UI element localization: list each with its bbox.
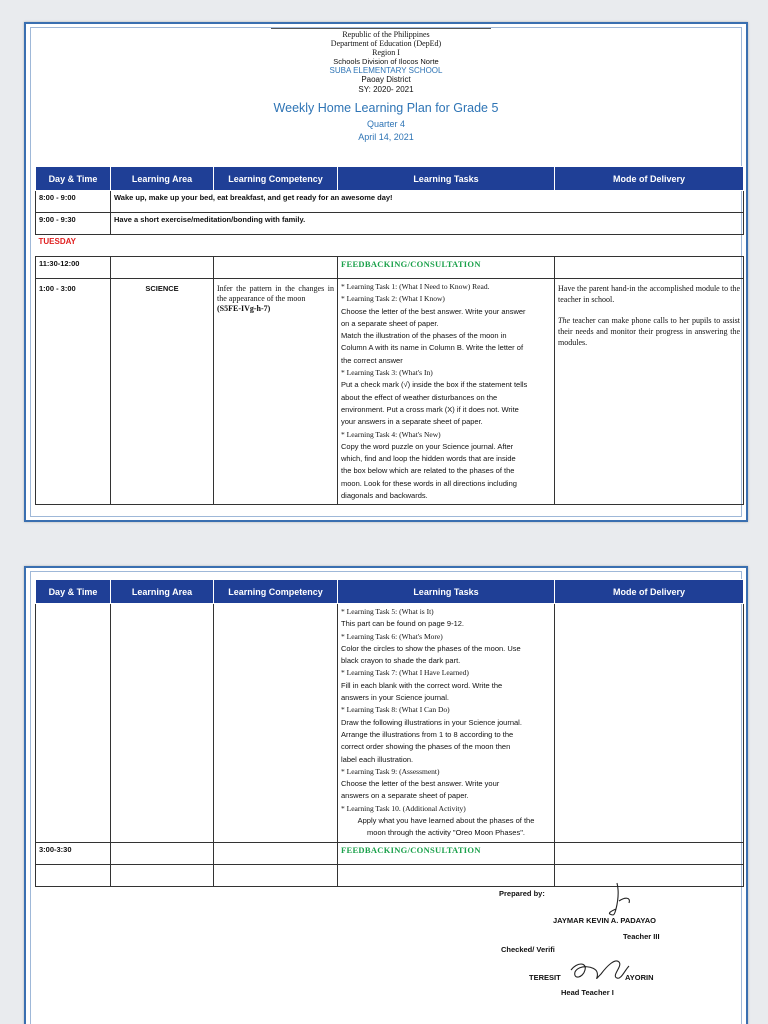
header-school-year: SY: 2020- 2021 — [358, 84, 414, 94]
mode-cell — [555, 257, 744, 279]
checked-name-right: AYORIN — [625, 973, 654, 982]
task-line: Column A with its name in Column B. Write the letter of — [341, 343, 524, 353]
area-cell — [111, 864, 214, 886]
checked-by-label: Checked/ Verifi — [501, 945, 555, 954]
header-division: Schools Division of Ilocos Norte — [333, 56, 439, 66]
prepared-name: JAYMAR KEVIN A. PADAYAO — [553, 916, 656, 925]
competency-text: Infer the pattern in the changes in the appearance of the moon — [217, 284, 334, 303]
competency-cell — [214, 604, 338, 843]
task-cell — [338, 257, 555, 279]
plan-table-1 — [35, 166, 744, 505]
task-line: * Learning Task 7: (What I Have Learned) — [341, 668, 469, 678]
col-header-learning-competency: Learning Competency — [214, 580, 338, 604]
mode-emphasis: The — [558, 316, 570, 325]
task-cell — [338, 842, 555, 864]
task-line: label each illustration. — [341, 754, 414, 764]
page-1 — [24, 22, 748, 522]
task-line: Match the illustration of the phases of the moon in — [341, 331, 507, 341]
task-line: the correct answer — [341, 355, 403, 365]
checked-name-left: TERESIT — [529, 973, 561, 982]
competency-cell — [214, 257, 338, 279]
time-cell: 9:00 - 9:30 — [36, 213, 111, 235]
table-row — [36, 191, 744, 213]
mode-paragraph-2 — [558, 315, 740, 348]
col-header-day-time: Day & Time — [36, 167, 111, 191]
task-line: on a separate sheet of paper. — [341, 318, 439, 328]
task-line: which, find and loop the hidden words that are inside — [341, 454, 516, 464]
task-line: answers in your Science journal. — [341, 693, 449, 703]
col-header-day-time: Day & Time — [36, 580, 111, 604]
time-cell: 3:00-3:30 — [36, 842, 111, 864]
table-row — [36, 213, 744, 235]
header-district: Paoay District — [361, 75, 411, 85]
time-cell — [36, 864, 111, 886]
col-header-mode-of-delivery: Mode of Delivery — [555, 167, 744, 191]
competency-cell — [214, 279, 338, 505]
activity-cell: Have a short exercise/meditation/bonding with family. — [111, 213, 744, 235]
page-border — [30, 27, 742, 517]
task-line: correct order showing the phases of the moon then — [341, 742, 511, 752]
tasks-cell — [338, 604, 555, 843]
table-header-row — [36, 580, 744, 604]
feedback-label: FEEDBACKING/CONSULTATION — [341, 844, 481, 855]
mode-text — [558, 283, 740, 348]
tasks-cell — [338, 279, 555, 505]
col-header-learning-competency: Learning Competency — [214, 167, 338, 191]
task-line: Choose the letter of the best answer. Write your — [341, 779, 500, 789]
task-line: black crayon to shade the dark part. — [341, 656, 461, 666]
area-cell — [111, 842, 214, 864]
task-line: the box below which are related to the phases of the — [341, 466, 515, 476]
task-line: * Learning Task 8: (What I Can Do) — [341, 705, 450, 715]
table-row — [36, 235, 744, 257]
area-cell — [111, 604, 214, 843]
task-line: * Learning Task 3: (What's In) — [341, 368, 433, 378]
page-border — [30, 571, 742, 1024]
feedback-label: FEEDBACKING/CONSULTATION — [341, 259, 481, 269]
header-quarter: Quarter 4 — [366, 119, 406, 130]
table-row — [36, 842, 744, 864]
time-cell: 8:00 - 9:00 — [36, 191, 111, 213]
header-republic: Republic of the Philippines — [342, 30, 430, 39]
col-header-learning-tasks: Learning Tasks — [338, 580, 555, 604]
time-cell — [36, 604, 111, 843]
document-header — [31, 30, 741, 143]
task-line: * Learning Task 5: (What is It) — [341, 607, 434, 616]
mode-paragraph-1: Have the parent hand-in the accomplished module to the teacher in school. — [558, 284, 740, 304]
task-line: Copy the word puzzle on your Science journal. After — [341, 441, 514, 451]
area-cell: SCIENCE — [111, 279, 214, 505]
time-cell: 11:30-12:00 — [36, 257, 111, 279]
task-line: * Learning Task 10. (Additional Activity) — [341, 803, 466, 813]
task-line: moon through the activity "Oreo Moon Phases". — [367, 828, 525, 838]
header-department: Department of Education (DepEd) — [330, 39, 442, 49]
task-line: This part can be found on page 9-12. — [341, 619, 465, 629]
mode-paragraph-2-text: teacher can make phone calls to her pupils to assist their needs and monitor their progress in answering the modules. — [558, 316, 740, 347]
task-line: Draw the following illustrations in your Science journal. — [341, 717, 522, 727]
header-school: SUBA ELEMENTARY SCHOOL — [329, 66, 443, 76]
activity-cell: Wake up, make up your bed, eat breakfast, and get ready for an awesome day! — [111, 191, 744, 213]
task-line: Apply what you have learned about the phases of the — [357, 816, 535, 826]
task-line: diagonals and backwards. — [341, 491, 428, 501]
competency-cell — [214, 842, 338, 864]
col-header-mode-of-delivery: Mode of Delivery — [555, 580, 744, 604]
header-region: Region I — [372, 48, 400, 58]
area-cell — [111, 257, 214, 279]
task-cell — [338, 864, 555, 886]
task-line: Arrange the illustrations from 1 to 8 according to the — [341, 729, 514, 739]
task-line: about the effect of weather disturbances on the — [341, 392, 498, 402]
task-line: answers on a separate sheet of paper. — [341, 791, 469, 801]
task-line: moon. Look for these words in all directions including — [341, 478, 517, 488]
task-line: Fill in each blank with the correct word. Write the — [341, 680, 503, 690]
table-row — [36, 279, 744, 505]
checked-title: Head Teacher I — [561, 988, 614, 997]
competency-cell — [214, 864, 338, 886]
mode-cell — [555, 279, 744, 505]
header-date: April 14, 2021 — [358, 132, 414, 143]
prepared-by-label: Prepared by: — [499, 889, 545, 898]
col-header-learning-area: Learning Area — [111, 580, 214, 604]
competency-code: (S5FE-IVg-h-7) — [217, 304, 271, 313]
time-cell: 1:00 - 3:00 — [36, 279, 111, 505]
table-header-row — [36, 167, 744, 191]
task-line: Put a check mark (√) inside the box if the statement tells — [341, 380, 528, 390]
task-line: your answers in a separate sheet of paper. — [341, 417, 483, 427]
col-header-learning-area: Learning Area — [111, 167, 214, 191]
task-line: * Learning Task 6: (What's More) — [341, 631, 443, 641]
task-line: Color the circles to show the phases of the moon. Use — [341, 643, 521, 653]
page-2 — [24, 566, 748, 1024]
task-line: * Learning Task 1: (What I Need to Know) Read. — [341, 282, 490, 291]
task-line: * Learning Task 2: (What I Know) — [341, 294, 445, 304]
mode-cell — [555, 604, 744, 843]
mode-cell — [555, 864, 744, 886]
day-label: TUESDAY — [38, 237, 76, 246]
task-line: * Learning Task 9: (Assessment) — [341, 766, 440, 776]
task-line: environment. Put a cross mark (X) if it does not. Write — [341, 404, 519, 414]
task-line: * Learning Task 4: (What's New) — [341, 429, 441, 439]
table-row — [36, 604, 744, 843]
day-label-cell — [36, 235, 744, 257]
col-header-learning-tasks: Learning Tasks — [338, 167, 555, 191]
prepared-signature — [599, 879, 649, 919]
plan-table-2 — [35, 579, 744, 887]
mode-cell — [555, 842, 744, 864]
table-row — [36, 257, 744, 279]
prepared-title: Teacher III — [623, 932, 660, 941]
top-rule — [271, 28, 491, 29]
task-line: Choose the letter of the best answer. Write your answer — [341, 306, 526, 316]
page-title: Weekly Home Learning Plan for Grade 5 — [273, 100, 499, 115]
